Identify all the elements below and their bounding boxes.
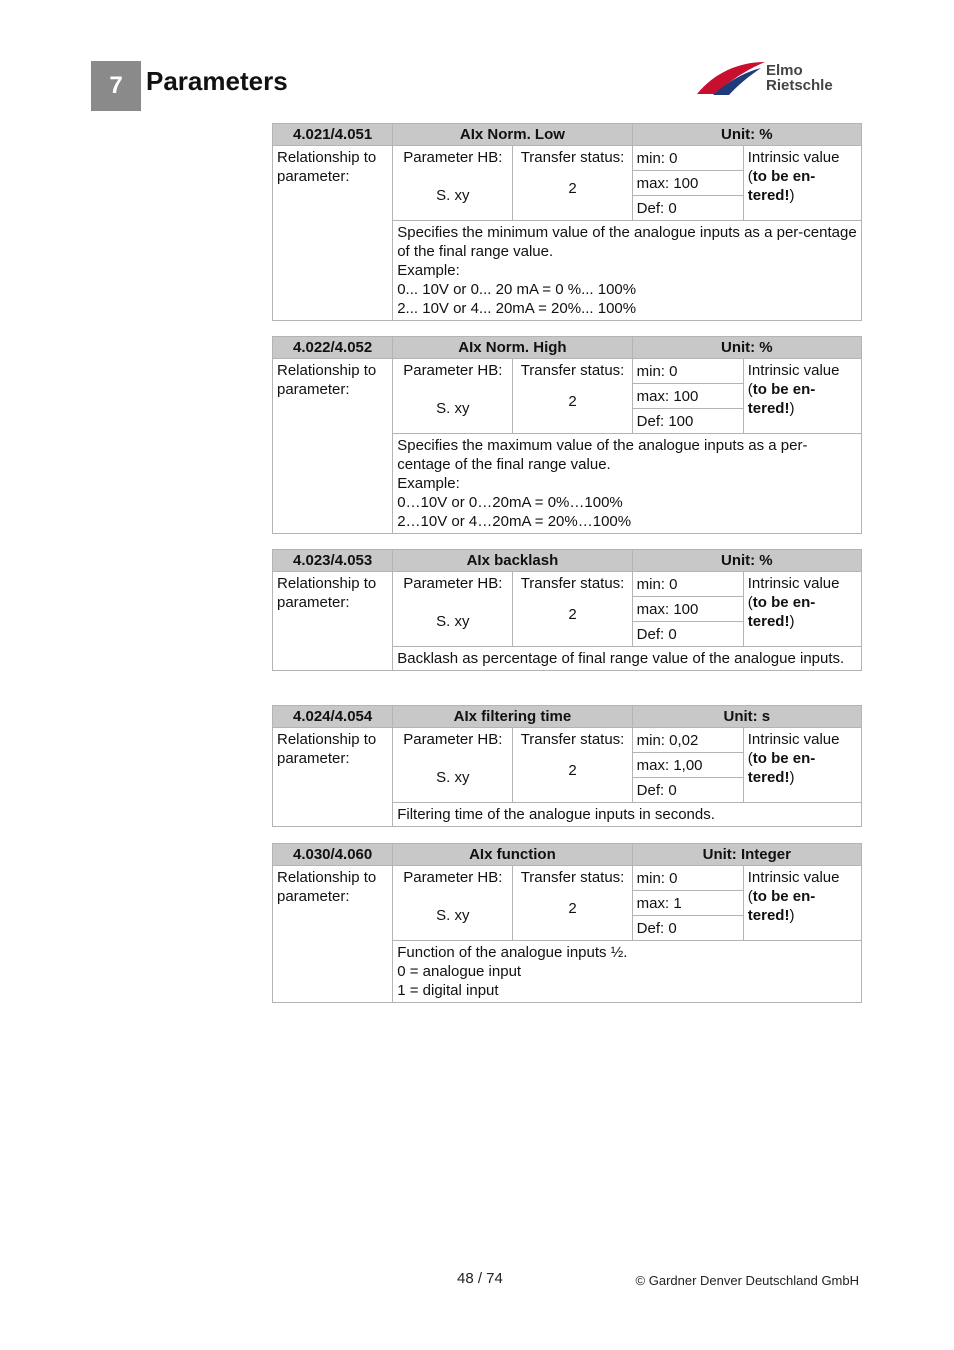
parameter-unit: Unit: Integer (632, 844, 861, 866)
parameter-description (393, 941, 862, 1003)
description-line: Specifies the maximum value of the analogue inputs as a per-centage of the final range value. (397, 437, 808, 473)
intrinsic-value-cell: Intrinsic value (to be en-tered!) (743, 359, 861, 434)
default-value: Def: 0 (636, 200, 677, 217)
description-line: Specifies the minimum value of the analogue inputs as a per-centage of the final range value. (397, 224, 857, 260)
parameter-hb-label: Parameter HB: (403, 149, 503, 166)
default-value: Def: 100 (636, 413, 694, 430)
transfer-status-label: Transfer status: (520, 362, 625, 379)
parameter-name: AIx Norm. Low (393, 124, 632, 146)
intrinsic-value-cell: Intrinsic value (to be en-tered!) (743, 728, 861, 803)
min-value: min: 0,02 (633, 728, 743, 753)
parameter-description (393, 221, 862, 321)
parameter-table (272, 705, 862, 827)
description-line: Filtering time of the analogue inputs in seconds. (397, 806, 715, 823)
parameter-hb-cell (393, 866, 513, 941)
limits-cell (632, 572, 743, 647)
transfer-status-label: Transfer status: (520, 149, 625, 166)
parameter-hb-value: S. xy (436, 907, 470, 924)
relationship-label: Relationship to parameter: (273, 866, 393, 1003)
transfer-status-cell (513, 728, 632, 803)
min-value: min: 0 (633, 359, 743, 384)
intrinsic-value-cell: Intrinsic value (to be en-tered!) (743, 572, 861, 647)
max-value: max: 1,00 (633, 753, 743, 778)
parameter-table (272, 843, 862, 1003)
parameter-number: 4.022/4.052 (273, 337, 393, 359)
description-line: 0…10V or 0…20mA = 0%…100% (397, 494, 623, 511)
parameter-hb-label: Parameter HB: (403, 575, 503, 592)
page-title: Parameters (146, 66, 288, 96)
parameter-name: AIx Norm. High (393, 337, 632, 359)
description-line: 0 = analogue input (397, 963, 522, 980)
parameter-number: 4.030/4.060 (273, 844, 393, 866)
transfer-status-value: 2 (568, 393, 577, 410)
parameter-hb-cell (393, 572, 513, 647)
parameter-hb-cell (393, 146, 513, 221)
transfer-status-label: Transfer status: (520, 869, 625, 886)
default-value: Def: 0 (636, 782, 677, 799)
max-value: max: 100 (633, 597, 743, 622)
relationship-label: Relationship to parameter: (273, 359, 393, 534)
description-line: Backlash as percentage of final range value of the analogue inputs. (397, 650, 845, 667)
parameter-hb-cell (393, 359, 513, 434)
parameter-hb-label: Parameter HB: (403, 869, 503, 886)
transfer-status-cell (513, 866, 632, 941)
intrinsic-value-cell: Intrinsic value (to be en-tered!) (743, 866, 861, 941)
page-number: 48 / 74 (457, 1270, 503, 1287)
parameter-hb-value: S. xy (436, 187, 470, 204)
relationship-label: Relationship to parameter: (273, 728, 393, 827)
parameter-hb-value: S. xy (436, 400, 470, 417)
parameter-unit: Unit: s (632, 706, 861, 728)
parameter-description (393, 647, 862, 671)
parameter-hb-value: S. xy (436, 769, 470, 786)
transfer-status-value: 2 (568, 900, 577, 917)
parameter-unit: Unit: % (632, 550, 861, 572)
description-line: Example: (397, 262, 460, 279)
parameter-table (272, 336, 862, 534)
limits-cell (632, 146, 743, 221)
transfer-status-value: 2 (568, 606, 577, 623)
transfer-status-cell (513, 146, 632, 221)
relationship-label: Relationship to parameter: (273, 572, 393, 671)
parameter-description (393, 803, 862, 827)
description-line: Example: (397, 475, 460, 492)
parameter-name: AIx backlash (393, 550, 632, 572)
parameter-number: 4.021/4.051 (273, 124, 393, 146)
parameter-unit: Unit: % (632, 337, 861, 359)
parameter-table (272, 549, 862, 671)
min-value: min: 0 (633, 572, 743, 597)
max-value: max: 1 (633, 891, 743, 916)
parameter-hb-cell (393, 728, 513, 803)
parameter-name: AIx function (393, 844, 632, 866)
parameter-hb-label: Parameter HB: (403, 362, 503, 379)
intrinsic-value-cell: Intrinsic value (to be en-tered!) (743, 146, 861, 221)
parameter-unit: Unit: % (632, 124, 861, 146)
parameter-hb-value: S. xy (436, 613, 470, 630)
transfer-status-value: 2 (568, 180, 577, 197)
default-value: Def: 0 (636, 626, 677, 643)
min-value: min: 0 (633, 146, 743, 171)
parameter-number: 4.024/4.054 (273, 706, 393, 728)
limits-cell (632, 866, 743, 941)
default-value: Def: 0 (636, 920, 677, 937)
chapter-number-box: 7 (91, 61, 141, 111)
parameter-hb-label: Parameter HB: (403, 731, 503, 748)
logo-wordmark: Elmo Rietschle (766, 62, 833, 94)
description-line: 2... 10V or 4... 20mA = 20%... 100% (397, 300, 637, 317)
relationship-label: Relationship to parameter: (273, 146, 393, 321)
description-line: 0... 10V or 0... 20 mA = 0 %... 100% (397, 281, 637, 298)
limits-cell (632, 359, 743, 434)
transfer-status-cell (513, 572, 632, 647)
description-line: 1 = digital input (397, 982, 499, 999)
transfer-status-label: Transfer status: (520, 575, 625, 592)
description-line: 2…10V or 4…20mA = 20%…100% (397, 513, 632, 530)
transfer-status-cell (513, 359, 632, 434)
transfer-status-label: Transfer status: (520, 731, 625, 748)
transfer-status-value: 2 (568, 762, 577, 779)
parameter-description (393, 434, 862, 534)
parameter-name: AIx filtering time (393, 706, 632, 728)
max-value: max: 100 (633, 171, 743, 196)
max-value: max: 100 (633, 384, 743, 409)
description-line: Function of the analogue inputs ½. (397, 944, 628, 961)
limits-cell (632, 728, 743, 803)
copyright: © Gardner Denver Deutschland GmbH (635, 1273, 859, 1288)
parameter-table (272, 123, 862, 321)
parameter-number: 4.023/4.053 (273, 550, 393, 572)
min-value: min: 0 (633, 866, 743, 891)
